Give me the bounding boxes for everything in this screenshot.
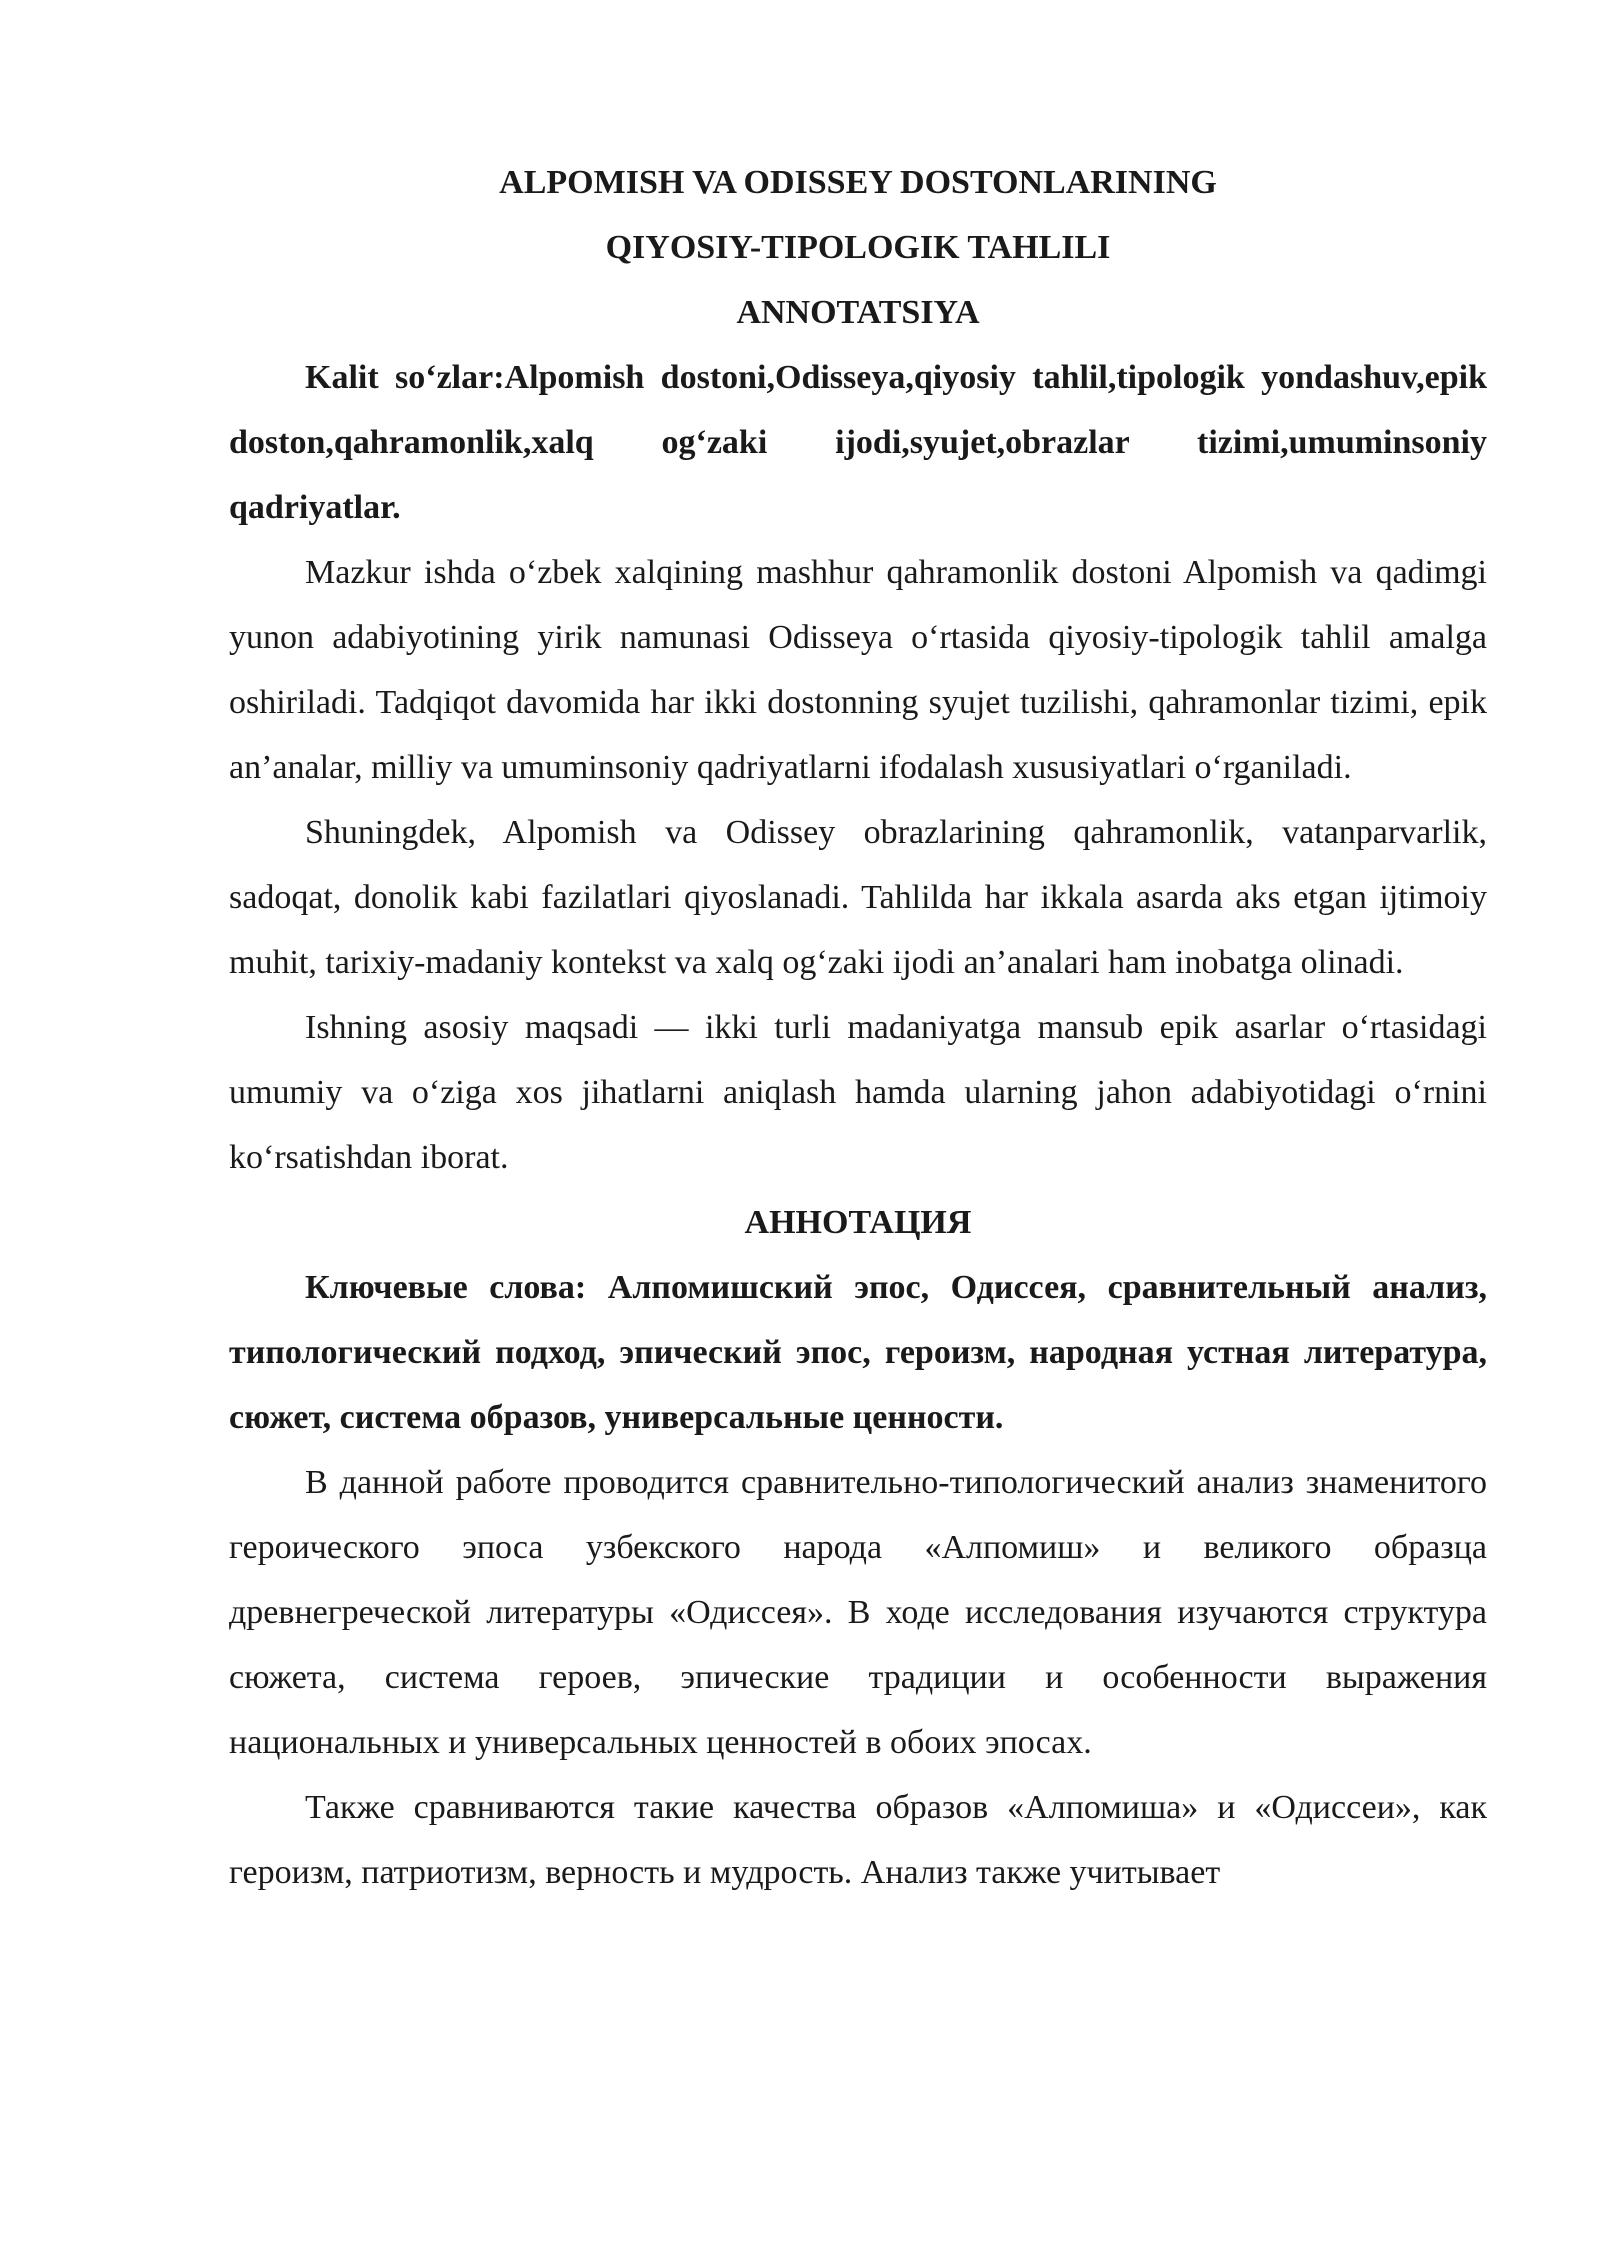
uz-annotation-heading: ANNOTATSIYA (736, 294, 980, 331)
title-line-2: QIYOSIY-TIPOLOGIK TAHLILI (605, 229, 1111, 266)
title-line-1: ALPOMISH VA ODISSEY DOSTONLARINING (499, 164, 1217, 201)
uz-paragraph-1: Mazkur ishda o‘zbek xalqining mashhur qahramonlik dostoni Alpomish va qadimgi yunon adabiyotining yirik namunasi Odisseya o‘rtasida qiyosiy-tipologik tahlil amalga oshiriladi. Tadqiqot davomida har ikki dostonning syujet tuzilishi, qahramonlar tizimi, epik an’analar, milliy va umuminsoniy qadriyatlarni ifodalash xususiyatlari o‘rganiladi. (229, 554, 1487, 786)
ru-paragraph-2: Также сравниваются такие качества образов «Алпомиша» и «Одиссеи», как героизм, патриотизм, верность и мудрость. Анализ также учитывает (229, 1789, 1487, 1891)
ru-keywords: Ключевые слова: Алпомишский эпос, Одиссея, сравнительный анализ, типологический подход, эпический эпос, героизм, народная устная литература, сюжет, система образов, универсальные ценности. (229, 1269, 1487, 1436)
document-page (229, 150, 1487, 1905)
uz-paragraph-2: Shuningdek, Alpomish va Odissey obrazlarining qahramonlik, vatanparvarlik, sadoqat, donolik kabi fazilatlari qiyoslanadi. Tahlilda har ikkala asarda aks etgan ijtimoiy muhit, tarixiy-madaniy kontekst va xalq og‘zaki ijodi an’analari ham inobatga olinadi. (229, 814, 1487, 981)
ru-paragraph-1: В данной работе проводится сравнительно-типологический анализ знаменитого героического эпоса узбекского народа «Алпомиш» и великого образца древнегреческой литературы «Одиссея». В ходе исследования изучаются структура сюжета, система героев, эпические традиции и особенности выражения национальных и универсальных ценностей в обоих эпосах. (229, 1464, 1487, 1761)
uz-paragraph-3: Ishning asosiy maqsadi — ikki turli madaniyatga mansub epik asarlar o‘rtasidagi umumiy va o‘ziga xos jihatlarni aniqlash hamda ularning jahon adabiyotidagi o‘rnini ko‘rsatishdan iborat. (229, 1009, 1487, 1176)
ru-annotation-heading: АННОТАЦИЯ (744, 1204, 972, 1241)
uz-keywords: Kalit so‘zlar:Alpomish dostoni,Odisseya,qiyosiy tahlil,tipologik yondashuv,epik doston,qahramonlik,xalq og‘zaki ijodi,syujet,obrazlar tizimi,umuminsoniy qadriyatlar. (229, 359, 1487, 526)
